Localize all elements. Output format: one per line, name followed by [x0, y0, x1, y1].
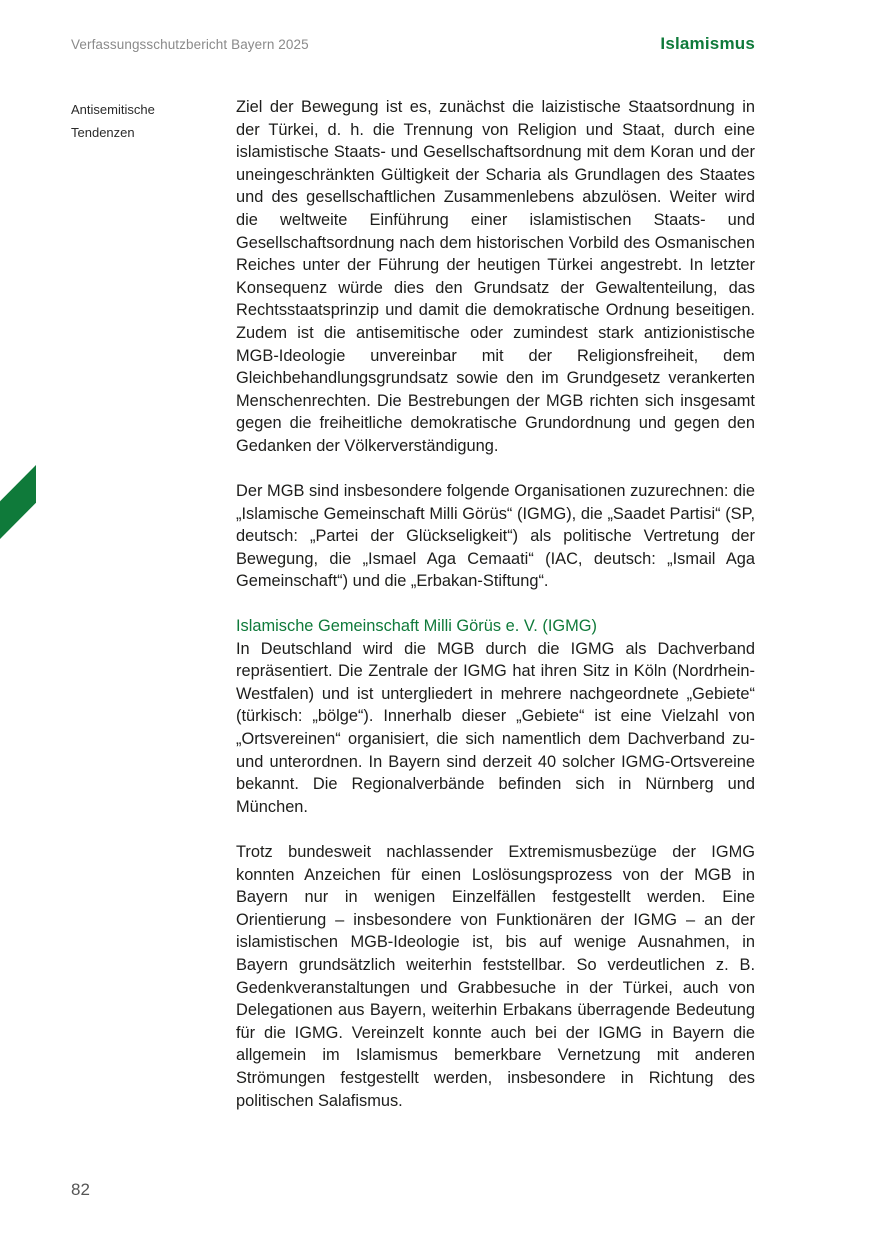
chapter-marker-tab	[0, 465, 36, 539]
section-title: Islamismus	[660, 34, 755, 53]
main-text	[236, 96, 755, 1112]
paragraph: Der MGB sind insbesondere folgende Organisationen zuzurechnen: die „Islamische Gemeinschaft Milli Görüs“ (IGMG), die „Saadet Partisi“ (SP, deutsch: „Partei der Glückseligkeit“) als politische Vertretung der Bewegung, die „Ismael Aga Cemaati“ (IAC, deutsch: „Ismail Aga Gemeinschaft“) und die „Erbakan-Stiftung“.	[236, 482, 755, 591]
page-number: 82	[71, 1180, 90, 1199]
subheading: Islamische Gemeinschaft Milli Görüs e. V. (IGMG)	[236, 617, 597, 636]
paragraph: Trotz bundesweit nachlassender Extremismusbezüge der IGMG konnten Anzeichen für einen Loslösungsprozess von der MGB in Bayern nur in wenigen Einzelfällen festgestellt werden. Eine Orientierung – insbesondere von Funktionären der IGMG – an der islamistischen MGB-Ideologie ist, bis auf wenige Ausnahmen, in Bayern grundsätzlich weiterhin feststellbar. So verdeutlichen z. B. Gedenkveranstaltungen und Grabbesuche in der Türkei, auch von Delegationen aus Bayern, weiterhin Erbakans überragende Bedeutung für die IGMG. Vereinzelt konnte auch bei der IGMG in Bayern die allgemein im Islamismus bemerkbare Vernetzung mit anderen Strömungen festgestellt werden, insbesondere in Richtung des politischen Salafismus.	[236, 843, 755, 1110]
running-header-title: Verfassungsschutzbericht Bayern 2025	[71, 37, 309, 52]
margin-note	[71, 98, 211, 144]
margin-note-line: Tendenzen	[71, 125, 135, 140]
paragraph: In Deutschland wird die MGB durch die IGMG als Dachverband repräsentiert. Die Zentrale der IGMG hat ihren Sitz in Köln (Nordrhein-Westfalen) und ist untergliedert in mehrere nachgeordnete „Gebiete“ (türkisch: „bölge“). Innerhalb dieser „Gebiete“ ist eine Vielzahl von „Ortsvereinen“ organisiert, die sich namentlich dem Dachverband zu- und unterordnen. In Bayern sind derzeit 40 solcher IGMG-Ortsvereine bekannt. Die Regionalverbände befinden sich in Nürnberg und München.	[236, 639, 755, 816]
margin-note-line: Antisemitische	[71, 102, 155, 117]
paragraph: Ziel der Bewegung ist es, zunächst die laizistische Staatsordnung in der Türkei, d. h. die Trennung von Religion und Staat, durch eine islamistische Staats- und Gesellschaftsordnung mit dem Koran und der uneingeschränkten Gültigkeit der Scharia als Grundlagen des Staates und des gesellschaftlichen Zusammenlebens abzulösen. Weiter wird die weltweite Einführung einer islamistischen Staats- und Gesellschaftsordnung nach dem historischen Vorbild des Osmanischen Reiches unter der Führung der heutigen Türkei angestrebt. In letzter Konsequenz würde dies den Grundsatz der Gewaltenteilung, das Rechtsstaatsprinzip und damit die demokratische Ordnung beseitigen. Zudem ist die antisemitische oder zumindest stark antizionistische MGB-Ideologie unvereinbar mit der Religionsfreiheit, dem Gleichbehandlungsgrundsatz sowie den im Grundgesetz verankerten Menschenrechten. Die Bestrebungen der MGB richten sich insgesamt gegen die freiheitliche demokratische Grundordnung und gegen den Gedanken der Völkerverständigung.	[236, 98, 755, 455]
